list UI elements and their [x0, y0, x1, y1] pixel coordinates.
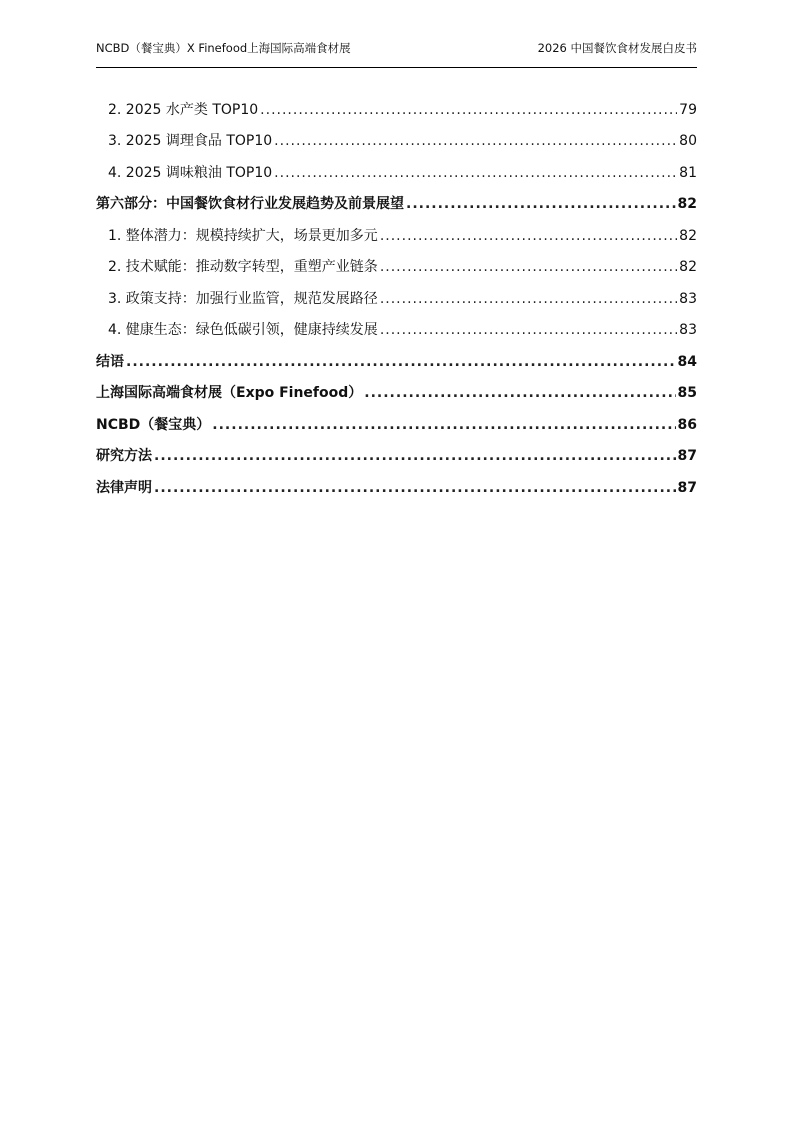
toc-leader-dots: [126, 352, 676, 372]
toc-leader-dots: [380, 289, 677, 309]
toc-entry-page: 84: [677, 353, 697, 370]
toc-entry-page: 85: [677, 385, 697, 402]
toc-entry[interactable]: [96, 126, 697, 158]
header-right-text: 2026 中国餐饮食材发展白皮书: [537, 41, 697, 55]
toc-entry[interactable]: [96, 283, 697, 315]
toc-entry-title: 4. 2025 调味粮油 TOP10: [108, 164, 273, 181]
toc-entry-page: 82: [677, 196, 697, 213]
toc-leader-dots: [406, 194, 676, 214]
toc-entry-page: 82: [679, 227, 697, 244]
toc-leader-dots: [364, 383, 675, 403]
header-left-text: NCBD（餐宝典）X Finefood上海国际高端食材展: [96, 41, 351, 55]
toc-section-entry[interactable]: [96, 472, 697, 504]
toc-entry-page: 87: [677, 479, 697, 496]
toc-entry-title: 4. 健康生态：绿色低碳引领，健康持续发展: [108, 322, 378, 339]
toc-entry-title: NCBD（餐宝典）: [96, 416, 211, 433]
toc-entry-title: 上海国际高端食材展（Expo Finefood）: [96, 385, 363, 402]
toc-entry[interactable]: [96, 220, 697, 252]
toc-section-entry[interactable]: [96, 346, 697, 378]
toc-leader-dots: [154, 446, 676, 466]
toc-leader-dots: [380, 320, 677, 340]
page-header: [96, 40, 697, 68]
toc-entry-title: 第六部分：中国餐饮食材行业发展趋势及前景展望: [96, 196, 404, 213]
toc-entry-page: 81: [679, 164, 697, 181]
toc-entry-title: 法律声明: [96, 479, 152, 496]
toc-leader-dots: [274, 163, 677, 183]
toc-entry-page: 80: [679, 133, 697, 150]
toc-entry-title: 3. 政策支持：加强行业监管，规范发展路径: [108, 290, 378, 307]
toc-leader-dots: [154, 478, 676, 498]
toc-entry-title: 1. 整体潜力：规模持续扩大，场景更加多元: [108, 227, 378, 244]
toc-section-entry[interactable]: [96, 409, 697, 441]
toc-leader-dots: [260, 100, 677, 120]
toc-entry[interactable]: [96, 94, 697, 126]
toc-entry[interactable]: [96, 157, 697, 189]
toc-section-entry[interactable]: [96, 441, 697, 473]
toc-leader-dots: [212, 415, 675, 435]
toc-entry-page: 83: [679, 322, 697, 339]
toc-entry-title: 结语: [96, 353, 124, 370]
toc-entry-title: 3. 2025 调理食品 TOP10: [108, 133, 273, 150]
toc-entry-page: 79: [679, 101, 697, 118]
table-of-contents: [96, 94, 697, 504]
toc-section-entry[interactable]: [96, 378, 697, 410]
toc-leader-dots: [274, 131, 677, 151]
toc-entry-title: 2. 2025 水产类 TOP10: [108, 101, 259, 118]
toc-entry-page: 82: [679, 259, 697, 276]
toc-entry-title: 研究方法: [96, 448, 152, 465]
toc-leader-dots: [380, 226, 677, 246]
toc-entry-page: 83: [679, 290, 697, 307]
toc-entry[interactable]: [96, 315, 697, 347]
toc-section-entry[interactable]: [96, 189, 697, 221]
toc-entry[interactable]: [96, 252, 697, 284]
toc-entry-page: 87: [677, 448, 697, 465]
toc-entry-title: 2. 技术赋能：推动数字转型，重塑产业链条: [108, 259, 378, 276]
toc-entry-page: 86: [677, 416, 697, 433]
toc-leader-dots: [380, 257, 677, 277]
